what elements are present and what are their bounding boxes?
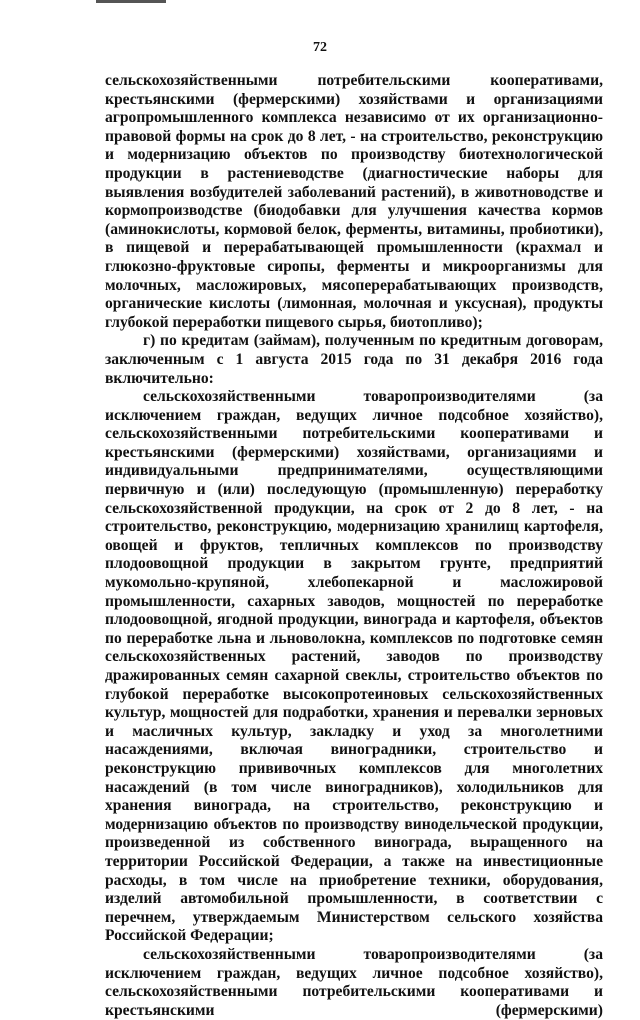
page-number: 72	[313, 40, 327, 55]
paragraph-producers-cut: сельскохозяйственными товаропроизводителями (за исключением граждан, ведущих личное подсобное хозяйство), сельскохозяйственными потребительскими кооперативами и крестьянскими (фермерскими)	[105, 945, 603, 1019]
document-body	[105, 72, 603, 1020]
paragraph-producers-storage: сельскохозяйственными товаропроизводителями (за исключением граждан, ведущих личное подсобное хозяйство), сельскохозяйственными потребительскими кооперативами и крестьянскими (фермерскими) хозяйствами, организациями и индивидуальными предпринимателями, осуществляющими первичную и (или) последующую (промышленную) переработку сельскохозяйственной продукции, на срок от 2 до 8 лет, - на строительство, реконструкцию, модернизацию хранилищ картофеля, овощей и фруктов, тепличных комплексов по производству плодоовощной продукции в закрытом грунте, предприятий мукомольно-крупяной, хлебопекарной и масложировой промышленности, сахарных заводов, мощностей по переработке плодоовощной, ягодной продукции, винограда и картофеля, объектов по переработке льна и льноволокна, комплексов по подготовке семян сельскохозяйственных растений, заводов по производству дражированных семян сахарной свеклы, строительство объектов по глубокой переработке высокопротеиновых сельскохозяйственных культур, мощностей для подработки, хранения и перевалки зерновых и масличных культур, закладку и уход за многолетними насаждениями, включая виноградники, строительство и реконструкцию прививочных комплексов для многолетних насаждений (в том числе виноградников), холодильников для хранения винограда, на строительство, реконструкцию и модернизацию объектов по производству винодельческой продукции, произведенной из собственного винограда, выращенного на территории Российской Федерации, а также на инвестиционные расходы, в том числе на приобретение техники, оборудования, изделий автомобильной промышленности, в соответствии с перечнем, утверждаемым Министерством сельского хозяйства Российской Федерации;	[105, 388, 603, 945]
paragraph-continuation: сельскохозяйственными потребительскими кооперативами, крестьянскими (фермерскими) хозяйствами и организациями агропромышленного комплекса независимо от их организационно-правовой формы на срок до 8 лет, - на строительство, реконструкцию и модернизацию объектов по производству биотехнологической продукции в растениеводстве (диагностические наборы для выявления возбудителей заболеваний растений), в животноводстве и кормопроизводстве (биодобавки для улучшения качества кормов (аминокислоты, кормовой белок, ферменты, витамины, пробиотики), в пищевой и перерабатывающей промышленности (крахмал и глюкозно-фруктовые сиропы, ферменты и микроорганизмы для молочных, масложировых, мясоперерабатывающих производств, органические кислоты (лимонная, молочная и уксусная), продукты глубокой переработки пищевого сырья, биотопливо);	[105, 72, 603, 331]
top-edge-rule	[96, 0, 166, 3]
paragraph-item-g: г) по кредитам (займам), полученным по кредитным договорам, заключенным с 1 августа 2015 года по 31 декабря 2016 года включительно:	[105, 332, 603, 387]
